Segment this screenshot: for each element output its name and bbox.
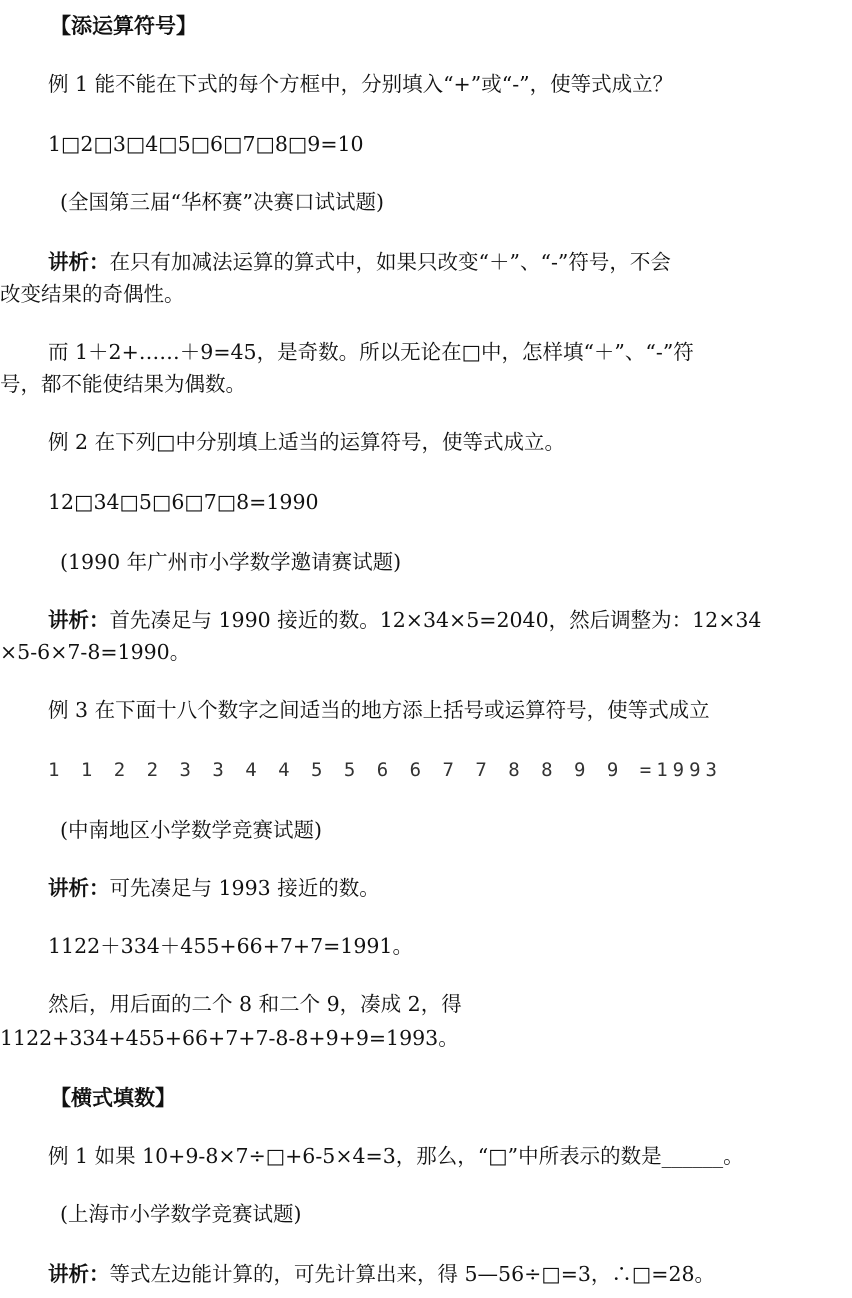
example-2-question: 例 2 在下列□中分别填上适当的运算符号，使等式成立。 [48, 430, 565, 454]
section2-example-1-question: 例 1 如果 10+9-8×7÷□+6-5×4=3，那么，“□”中所表示的数是______。 [48, 1144, 744, 1168]
section-heading-fill-numbers: 【横式填数】 [50, 1086, 176, 1110]
section2-example-1-source: (上海市小学数学竞赛试题) [60, 1202, 302, 1226]
analysis-text: 在只有加减法运算的算式中，如果只改变“＋”、“-”符号，不会 [109, 250, 671, 274]
example-1-equation: 1□2□3□4□5□6□7□8□9=10 [48, 132, 364, 156]
analysis-text: 等式左边能计算的，可先计算出来，得 5—56÷□=3，∴□=28。 [109, 1262, 716, 1286]
example-1-question: 例 1 能不能在下式的每个方框中，分别填入“+”或“-”，使等式成立？ [48, 72, 674, 96]
analysis-label: 讲析： [48, 1262, 110, 1286]
example-2-source: (1990 年广州市小学数学邀请赛试题) [60, 550, 402, 574]
example-2-analysis-line1 [48, 606, 761, 634]
section-heading-add-operators: 【添运算符号】 [50, 14, 197, 38]
example-3-digit-sequence: 1 1 2 2 3 3 4 4 5 5 6 6 7 7 8 8 9 9 =1993 [48, 759, 722, 781]
example-1-analysis-line1 [48, 248, 671, 276]
analysis-label: 讲析： [48, 250, 110, 274]
example-2-analysis-line2: ×5-6×7-8=1990。 [0, 640, 191, 664]
analysis-label: 讲析： [48, 876, 110, 900]
example-3-then-line2: 1122+334+455+66+7+7-8-8+9+9=1993。 [0, 1026, 459, 1050]
example-3-then-line1: 然后，用后面的二个 8 和二个 9，凑成 2，得 [48, 992, 462, 1016]
example-3-analysis [48, 874, 380, 902]
example-3-source: (中南地区小学数学竞赛试题) [60, 818, 322, 842]
example-1-analysis-line2: 改变结果的奇偶性。 [0, 282, 185, 306]
example-3-question: 例 3 在下面十八个数字之间适当的地方添上括号或运算符号，使等式成立 [48, 698, 710, 722]
example-1-analysis-line4: 号，都不能使结果为偶数。 [0, 372, 246, 396]
section2-example-1-analysis [48, 1260, 715, 1288]
example-3-calculation: 1122＋334＋455+66+7+7=1991。 [48, 934, 413, 958]
example-2-equation: 12□34□5□6□7□8=1990 [48, 490, 319, 514]
analysis-text: 首先凑足与 1990 接近的数。12×34×5=2040，然后调整为：12×34 [109, 608, 762, 632]
analysis-text: 可先凑足与 1993 接近的数。 [109, 876, 380, 900]
example-1-source: (全国第三届“华杯赛”决赛口试试题) [60, 190, 384, 214]
analysis-label: 讲析： [48, 608, 110, 632]
example-1-analysis-line3: 而 1＋2+……＋9=45，是奇数。所以无论在□中，怎样填“＋”、“-”符 [48, 340, 694, 364]
